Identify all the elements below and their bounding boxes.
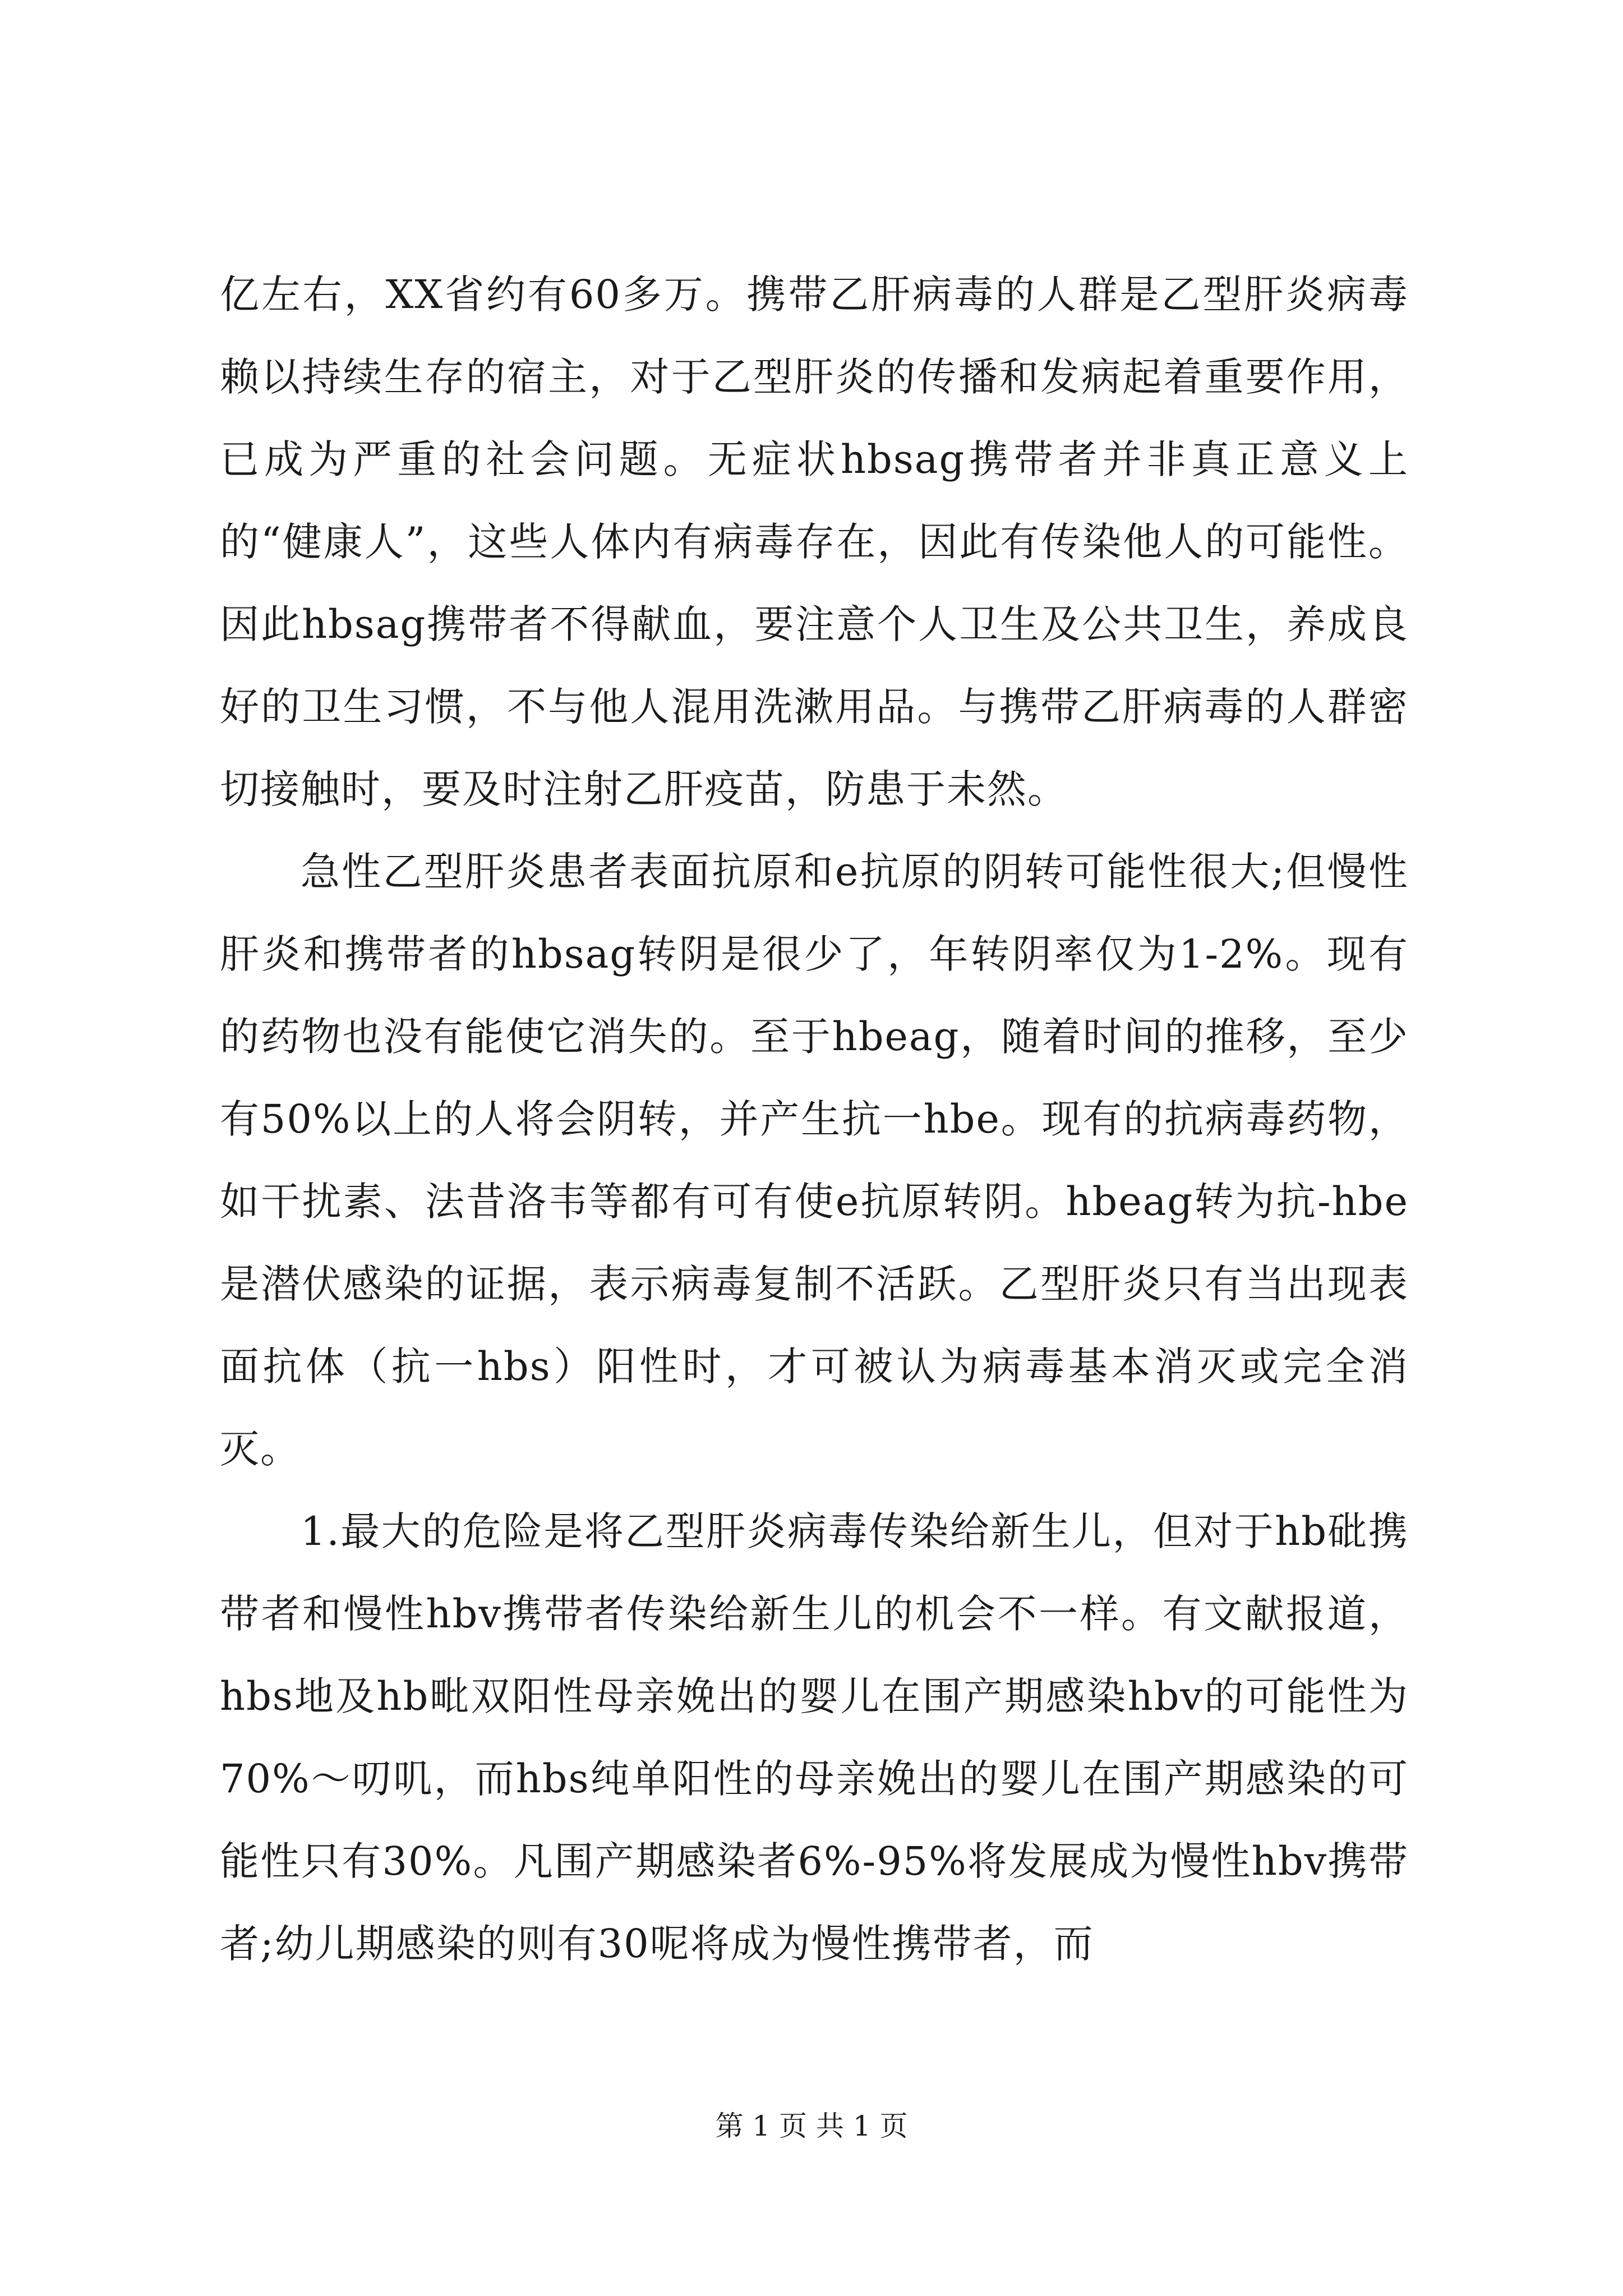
paragraph-1: 亿左右，XX省约有60多万。携带乙肝病毒的人群是乙型肝炎病毒赖以持续生存的宿主，对于乙型肝炎的传播和发病起着重要作用，已成为严重的社会问题。无症状hbsag携带者并非真正意义上的“健康人”，这些人体内有病毒存在，因此有传染他人的可能性。因此hbsag携带者不得献血，要注意个人卫生及公共卫生，养成良好的卫生习惯，不与他人混用洗漱用品。与携带乙肝病毒的人群密切接触时，要及时注射乙肝疫苗，防患于未然。	[220, 272, 1409, 812]
paragraph-3: 1.最大的危险是将乙型肝炎病毒传染给新生儿，但对于hb砒携带者和慢性hbv携带者传染给新生儿的机会不一样。有文献报道，hbs地及hb毗双阳性母亲娩出的婴儿在围产期感染hbv的可能性为70%～叨叽，而hbs纯单阳性的母亲娩出的婴儿在围产期感染的可能性只有30%。凡围产期感染者6%-95%将发展成为慢性hbv携带者;幼儿期感染的则有30呢将成为慢性携带者，而	[220, 1508, 1409, 1967]
page-footer: 第 1 页 共 1 页	[715, 2110, 908, 2142]
paragraph-2: 急性乙型肝炎患者表面抗原和e抗原的阴转可能性很大;但慢性肝炎和携带者的hbsag转阴是很少了，年转阴率仅为1-2%。现有的药物也没有能使它消失的。至于hbeag，随着时间的推移，至少有50%以上的人将会阴转，并产生抗一hbe。现有的抗病毒药物，如干扰素、法昔洛韦等都有可有使e抗原转阴。hbeag转为抗-hbe是潜伏感染的证据，表示病毒复制不活跃。乙型肝炎只有当出现表面抗体（抗一hbs）阳性时，才可被认为病毒基本消灭或完全消灭。	[220, 849, 1409, 1472]
document-body	[220, 254, 1409, 1985]
